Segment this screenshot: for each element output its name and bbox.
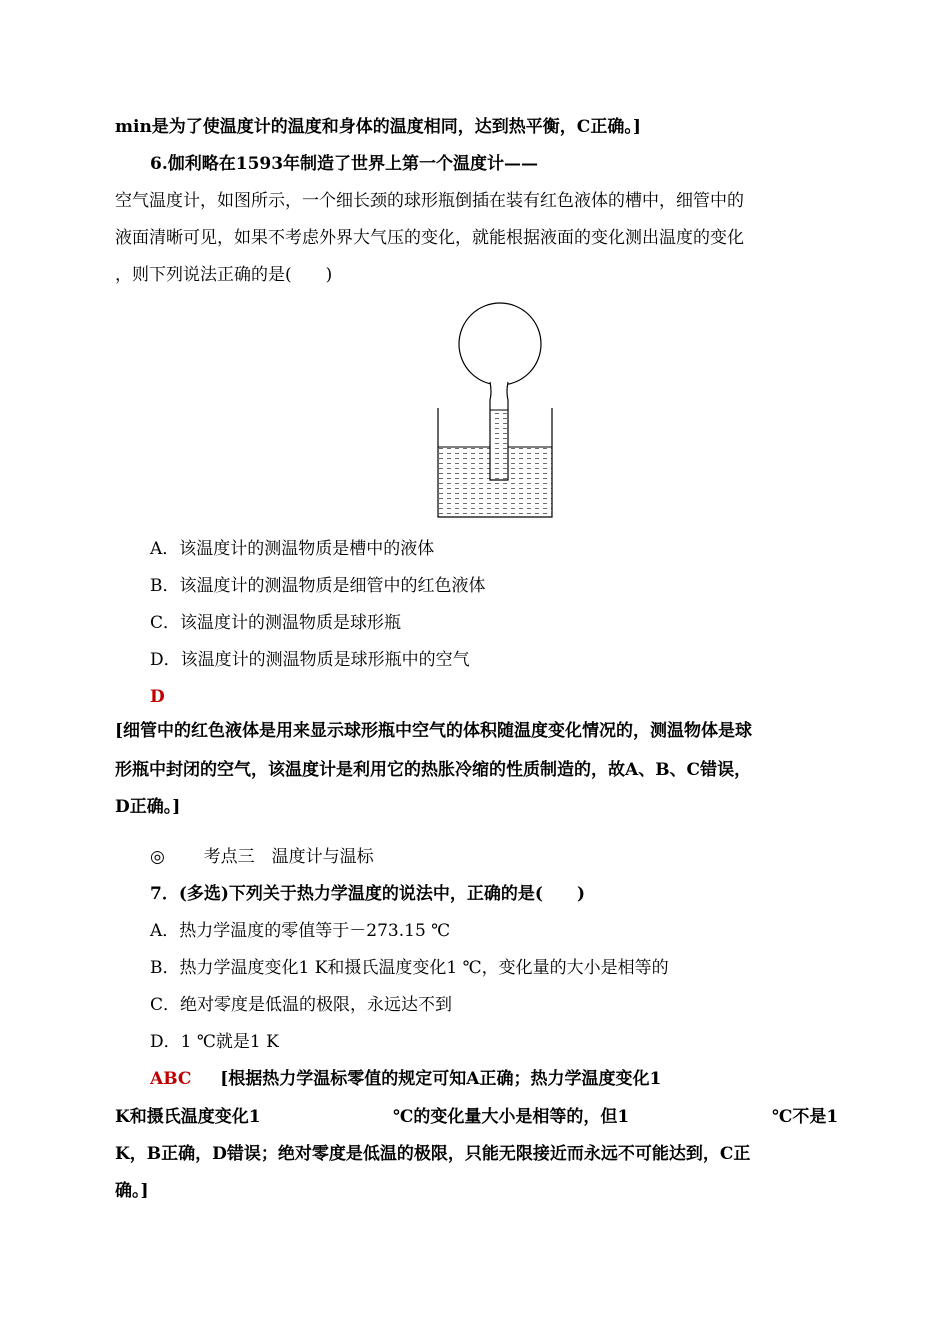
q7-option-a: A．热力学温度的零值等于－273.15 ℃ — [150, 921, 451, 941]
q6-explanation-line3: D正确。] — [115, 797, 181, 817]
q7-stem: 7．(多选)下列关于热力学温度的说法中，正确的是( ) — [150, 884, 586, 904]
q7-explanation-line1: [根据热力学温标零值的规定可知A正确；热力学温度变化1 — [220, 1069, 662, 1089]
q6-stem-line1: 6.伽利略在1593年制造了世界上第一个温度计—— — [150, 154, 539, 174]
q6-option-b: B．该温度计的测温物质是细管中的红色液体 — [150, 576, 486, 596]
q6-explanation-line1: [细管中的红色液体是用来显示球形瓶中空气的体积随温度变化情况的，测温物体是球 — [115, 721, 753, 741]
section-title: 考点三 温度计与温标 — [203, 847, 374, 867]
q7-option-b: B．热力学温度变化1 K和摄氏温度变化1 ℃，变化量的大小是相等的 — [150, 958, 669, 978]
q6-stem-line3: 液面清晰可见，如果不考虑外界大气压的变化，就能根据液面的变化测出温度的变化 — [115, 228, 744, 248]
q7-explanation-line3: K，B正确，D错误；绝对零度是低温的极限，只能无限接近而永远不可能达到，C正 — [115, 1144, 751, 1164]
q7-explanation-line4: 确。] — [115, 1181, 149, 1201]
air-thermometer-figure — [430, 296, 560, 521]
q6-answer: D — [150, 687, 165, 707]
q7-explanation-line2c: ℃不是1 — [772, 1107, 839, 1127]
q6-stem-line2: 空气温度计，如图所示，一个细长颈的球形瓶倒插在装有红色液体的槽中，细管中的 — [115, 191, 744, 211]
q7-explanation-line2b: ℃的变化量大小是相等的，但1 — [393, 1107, 630, 1127]
section-heading — [150, 846, 374, 868]
q6-stem-line4: ，则下列说法正确的是( ) — [115, 265, 333, 285]
q6-option-a: A．该温度计的测温物质是槽中的液体 — [150, 539, 435, 559]
q6-option-d: D．该温度计的测温物质是球形瓶中的空气 — [150, 650, 470, 670]
q7-option-c: C．绝对零度是低温的极限，永远达不到 — [150, 995, 453, 1015]
q6-option-c: C．该温度计的测温物质是球形瓶 — [150, 613, 402, 633]
bullseye-icon: ◎ — [150, 847, 165, 867]
q6-explanation-line2: 形瓶中封闭的空气，该温度计是利用它的热胀冷缩的性质制造的，故A、B、C错误， — [115, 760, 752, 780]
q7-option-d: D．1 ℃就是1 K — [150, 1032, 279, 1052]
previous-answer-tail: min是为了使温度计的温度和身体的温度相同，达到热平衡，C正确。] — [115, 117, 641, 137]
q7-explanation-line2a: K和摄氏温度变化1 — [115, 1107, 261, 1127]
q7-answer-line — [150, 1068, 661, 1090]
q7-answer: ABC — [150, 1069, 192, 1089]
